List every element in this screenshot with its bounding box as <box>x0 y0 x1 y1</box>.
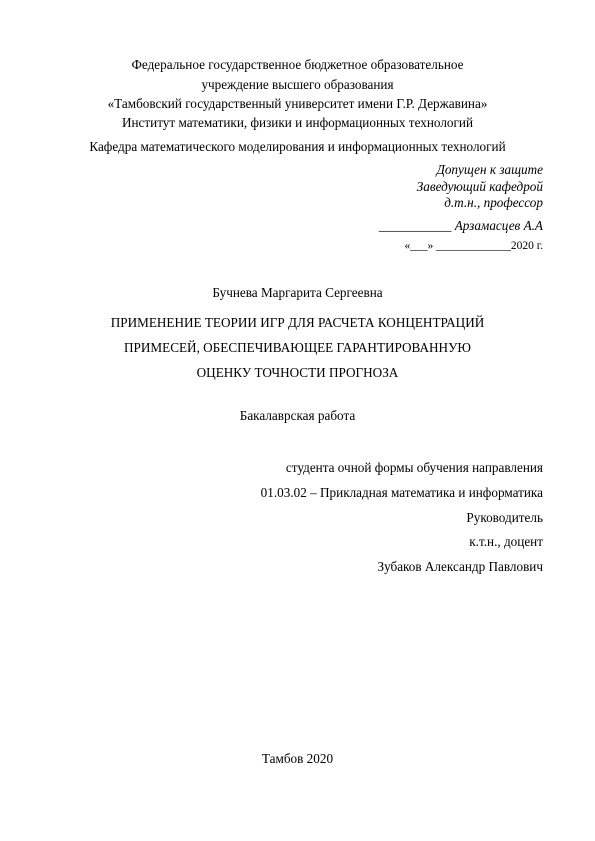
approval-date: «___» _____________2020 г. <box>404 240 543 252</box>
university-name: «Тамбовский государственный университет имени Г.Р. Державина» <box>107 96 488 111</box>
author-name: Бучнева Маргарита Сергеевна <box>212 285 383 300</box>
org-line-2: учреждение высшего образования <box>201 77 394 92</box>
city-year: Тамбов 2020 <box>261 751 334 766</box>
approval-head-of-department: Заведующий кафедрой <box>416 179 543 194</box>
study-direction: 01.03.02 – Прикладная математика и информатика <box>260 485 543 500</box>
thesis-title-line-3: ОЦЕНКУ ТОЧНОСТИ ПРОГНОЗА <box>196 365 399 380</box>
approval-admitted: Допущен к защите <box>436 162 543 177</box>
approval-signature: ___________ Арзамасцев А.А <box>378 218 543 233</box>
department-name: Кафедра математического моделирования и информационных технологий <box>89 139 506 154</box>
approval-degree: д.т.н., профессор <box>444 195 543 210</box>
org-line-1: Федеральное государственное бюджетное образовательное <box>131 57 464 72</box>
supervisor-degree: к.т.н., доцент <box>469 534 543 549</box>
institute-name: Институт математики, физики и информационных технологий <box>121 115 474 130</box>
supervisor-label: Руководитель <box>466 510 543 525</box>
supervisor-name: Зубаков Александр Павлович <box>377 559 543 574</box>
student-form: студента очной формы обучения направления <box>285 460 543 475</box>
thesis-title-line-1: ПРИМЕНЕНИЕ ТЕОРИИ ИГР ДЛЯ РАСЧЕТА КОНЦЕНТРАЦИЙ <box>110 315 485 330</box>
thesis-title-line-2: ПРИМЕСЕЙ, ОБЕСПЕЧИВАЮЩЕЕ ГАРАНТИРОВАННУЮ <box>124 340 471 355</box>
work-type: Бакалаврская работа <box>239 408 356 423</box>
